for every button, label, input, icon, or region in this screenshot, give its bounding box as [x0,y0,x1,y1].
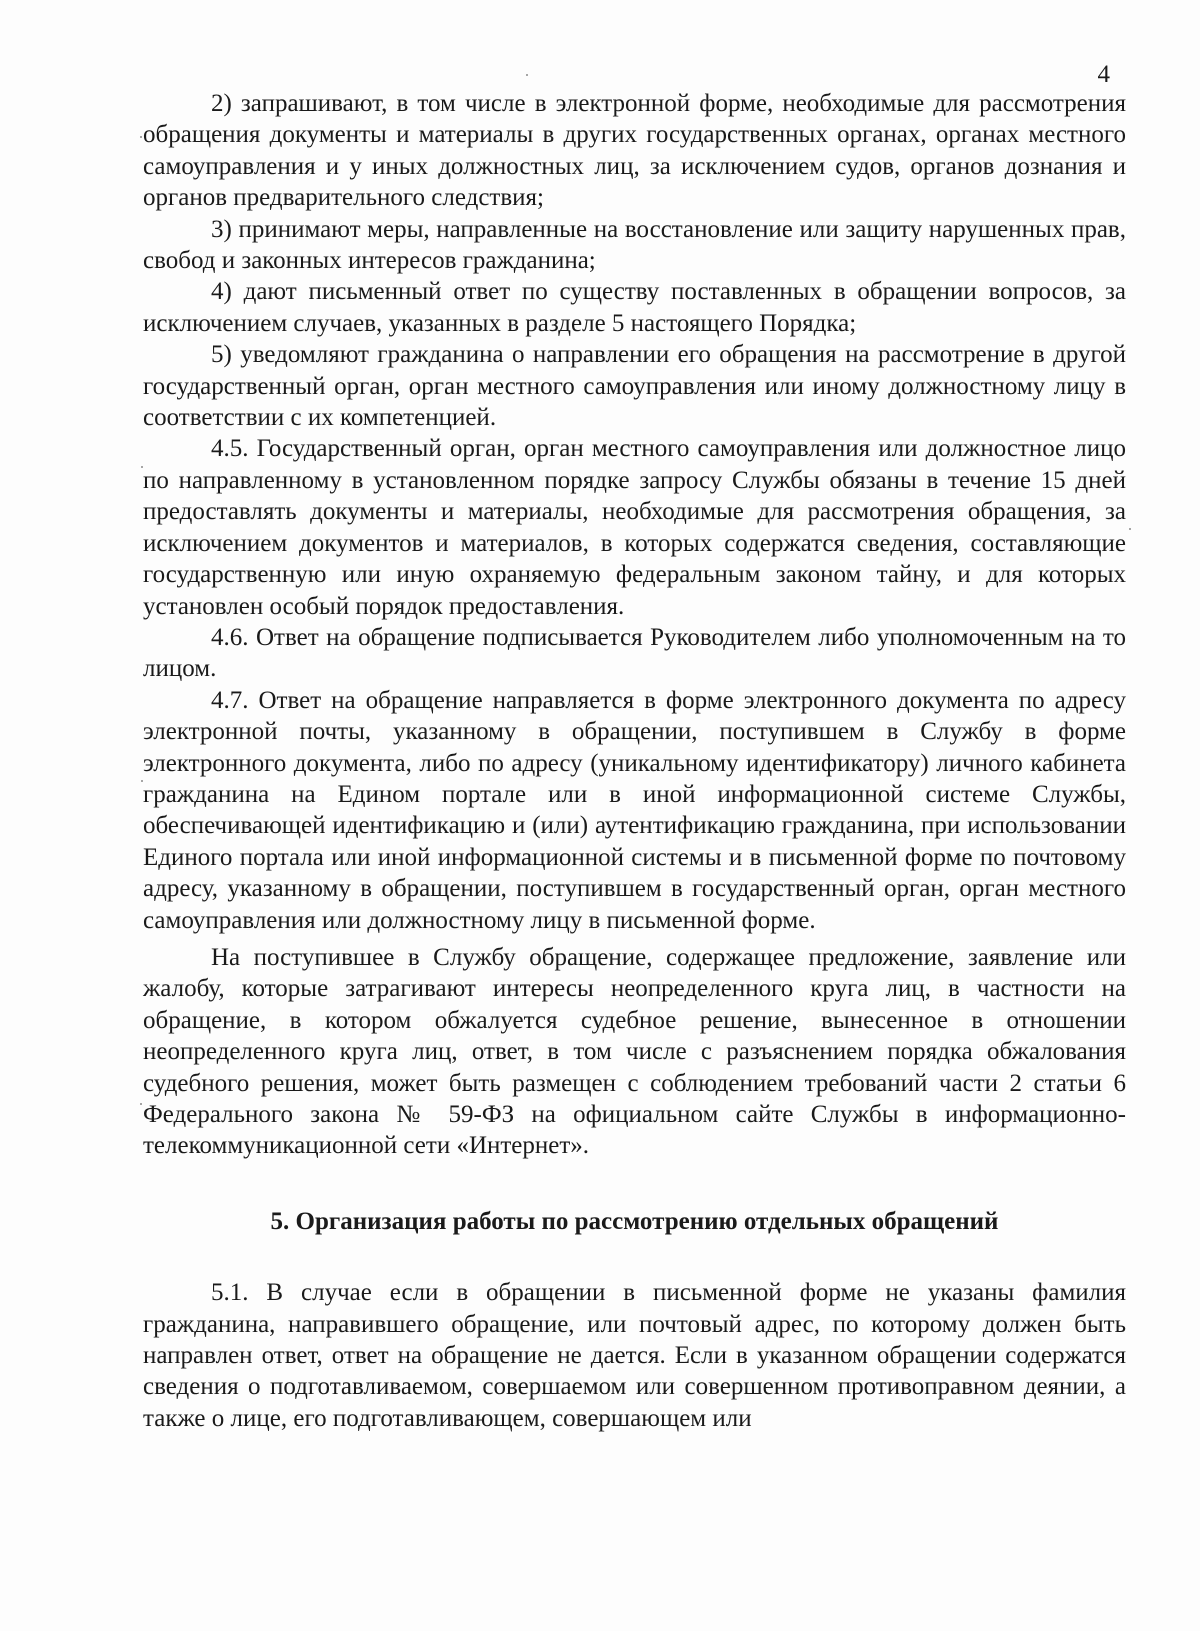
paragraph-item-3: 3) принимают меры, направленные на восстановление или защиту нарушенных прав, свобод и законных интересов гражданина; [143,215,1126,275]
paragraph-5-1: 5.1. В случае если в обращении в письменной форме не указаны фамилия гражданина, направившего обращение, или почтовый адрес, по которому должен быть направлен ответ, ответ на обращение не дается. Если в указанном обращении содержатся сведения о подготавливаемом, совершаемом или совершенном противоправном деянии, а также о лице, его подготавливающем, совершающем или [143,1279,1126,1432]
scan-speck [141,466,143,468]
scan-speck [140,136,142,138]
paragraph-public-response: На поступившее в Службу обращение, содержащее предложение, заявление или жалобу, которые затрагивают интересы неопределенного круга лиц, в частности на обращение, в котором обжалуется судебное решение, вынесенное в отношении неопределенного круга лиц, ответ, в том числе с разъяснением порядка обжалования судебного решения, может быть размещен с соблюдением требований части 2 статьи 6 Федерального закона № 59-ФЗ на официальном сайте Службы в информационно-телекоммуникационной сети «Интернет». [143,943,1126,1160]
section-heading: 5. Организация работы по рассмотрению отдельных обращений [270,1207,999,1235]
paragraph-4-6: 4.6. Ответ на обращение подписывается Руководителем либо уполномоченным на то лицом. [143,623,1126,683]
paragraph-item-2: 2) запрашивают, в том числе в электронной форме, необходимые для рассмотрения обращения документы и материалы в других государственных органах, органах местного самоуправления и у иных должностных лиц, за исключением судов, органов дознания и органов предварительного следствия; [143,90,1126,212]
paragraph-item-4: 4) дают письменный ответ по существу поставленных в обращении вопросов, за исключением случаев, указанных в разделе 5 настоящего Порядка; [143,278,1126,337]
paragraph-item-5: 5) уведомляют гражданина о направлении его обращения на рассмотрение в другой государственный орган, орган местного самоуправления или иному должностному лицу в соответствии с их компетенцией. [143,341,1126,432]
page-number: 4 [1097,61,1110,88]
scan-speck [140,1103,142,1105]
paragraph-4-5: 4.5. Государственный орган, орган местного самоуправления или должностное лицо по направленному в установленном порядке запросу Службы обязаны в течение 15 дней предоставлять документы и материалы, необходимые для рассмотрения обращения, за исключением документов и материалов, в которых содержатся сведения, составляющие государственную или иную охраняемую федеральным законом тайну, и для которых установлен особый порядок предоставления. [143,435,1126,620]
document-body [143,88,1126,1434]
scan-speck [526,74,528,76]
scan-speck [141,780,143,782]
scan-speck [1129,528,1131,530]
paragraph-4-7: 4.7. Ответ на обращение направляется в форме электронного документа по адресу электронной почты, указанному в обращении, поступившем в Службу в форме электронного документа, либо по адресу (уникальному идентификатору) личного кабинета гражданина на Едином портале или в иной информационной системе Службы, обеспечивающей идентификацию и (или) аутентификацию гражданина, при использовании Единого портала или иной информационной системы и в письменной форме по почтовому адресу, указанному в обращении, поступившем в государственный орган, орган местного самоуправления или должностному лицу в письменной форме. [143,686,1126,934]
